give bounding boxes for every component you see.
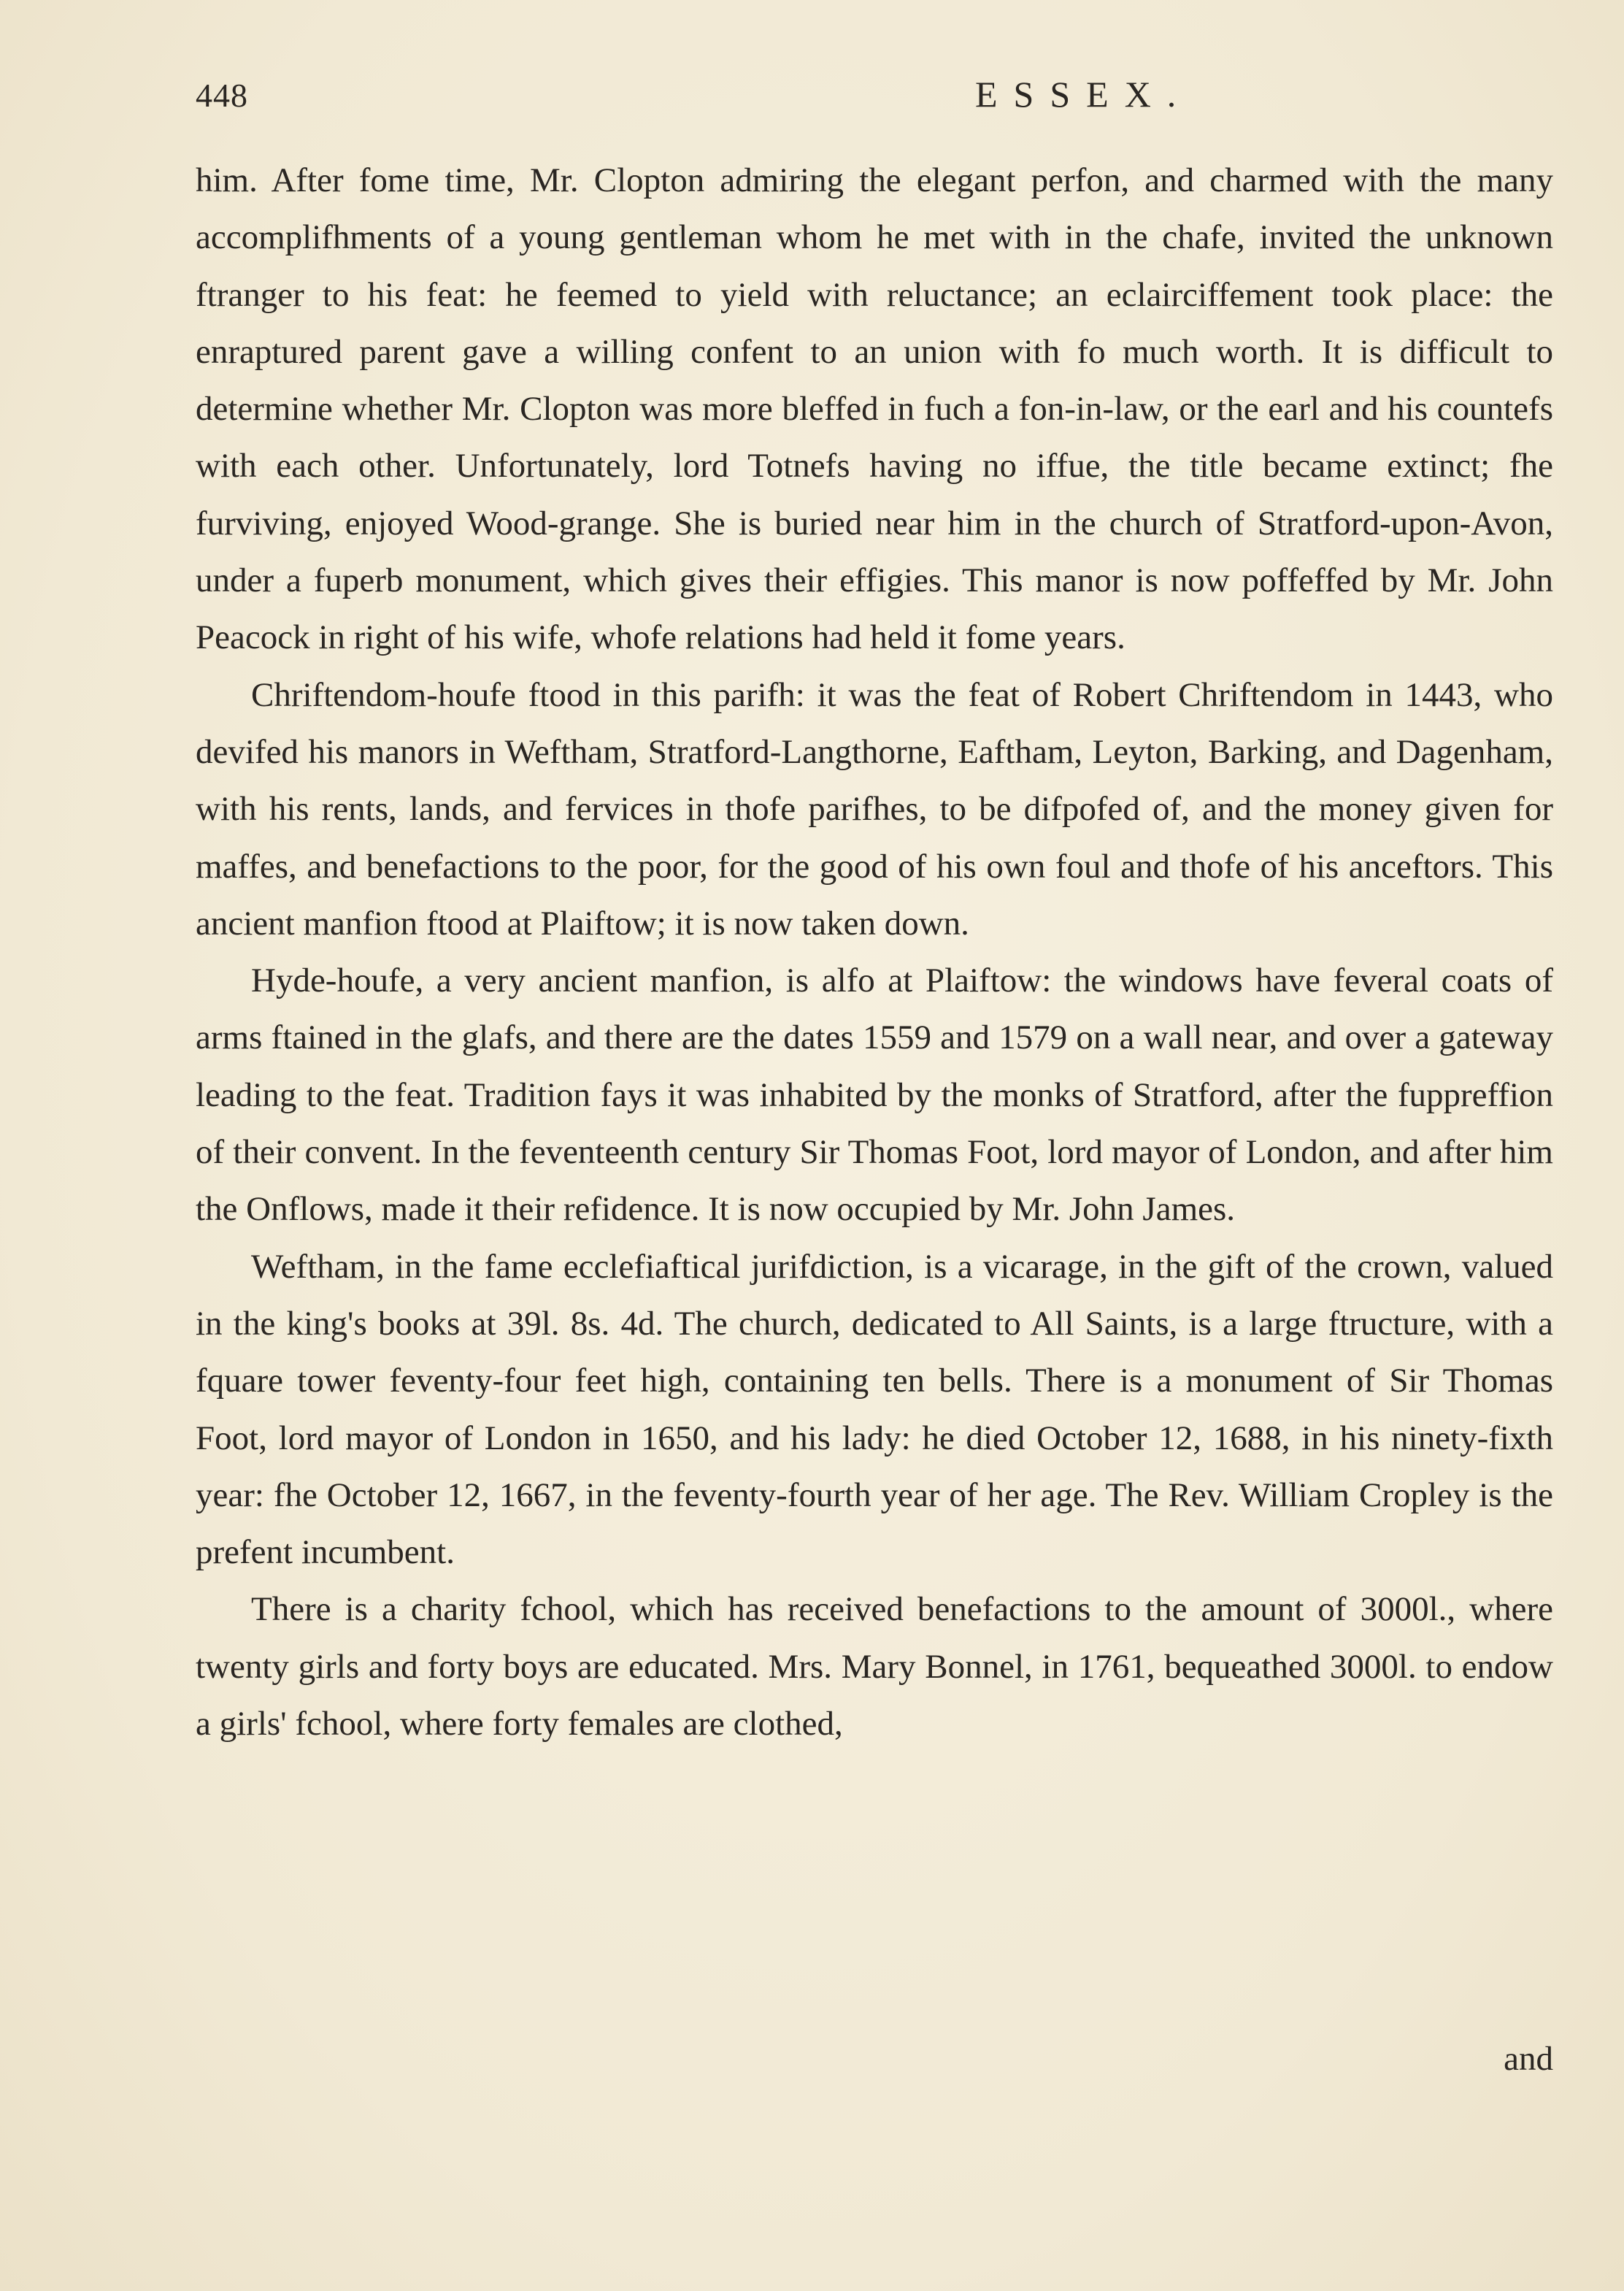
page-number: 448 xyxy=(196,77,248,114)
paragraph-wood-grange: him. After fome time, Mr. Clopton admiring the elegant perfon, and charmed with the many accomplifhments of a young gentleman whom he met with in the chafe, invited the unknown ftranger to his feat: he feemed to yield with reluctance; an eclairciffement took place: the enraptured parent gave a willing confent to an union with fo much worth. It is difficult to determine whether Mr. Clopton was more bleffed in fuch a fon-in-law, or the earl and his countefs with each other. Unfortunately, lord Totnefs having no iffue, the title became extinct; fhe furviving, enjoyed Wood-grange. She is buried near him in the church of Stratford-upon-Avon, under a fuperb monument, which gives their effigies. This manor is now poffeffed by Mr. John Peacock in right of his wife, whofe relations had held it fome years. xyxy=(196,161,1553,657)
running-title: ESSEX. xyxy=(975,74,1193,115)
paragraph-charity-school: There is a charity fchool, which has received benefactions to the amount of 3000l., where twenty girls and forty boys are educated. Mrs. Mary Bonnel, in 1761, bequeathed 3000l. to endow a girls' fchool, where forty females are clothed, xyxy=(196,1590,1553,1743)
body-text xyxy=(196,152,1553,1752)
paragraph-westham-church: Weftham, in the fame ecclefiaftical jurifdiction, is a vicarage, in the gift of the crown, valued in the king's books at 39l. 8s. 4d. The church, dedicated to All Saints, is a large ftructure, with a fquare tower feventy-four feet high, containing ten bells. There is a monument of Sir Thomas Foot, lord mayor of London in 1650, and his lady: he died October 12, 1688, in his ninety-fixth year: fhe October 12, 1667, in the feventy-fourth year of her age. The Rev. William Cropley is the prefent incumbent. xyxy=(196,1247,1553,1572)
catchword: and xyxy=(1504,2040,1553,2078)
paragraph-hyde-house: Hyde-houfe, a very ancient manfion, is alfo at Plaiftow: the windows have feveral coats of arms ftained in the glafs, and there are the dates 1559 and 1579 on a wall near, and over a gateway leading to the feat. Tradition fays it was inhabited by the monks of Stratford, after the fuppreffion of their convent. In the feventeenth century Sir Thomas Foot, lord mayor of London, and after him the Onflows, made it their refidence. It is now occupied by Mr. John James. xyxy=(196,962,1553,1229)
page-header xyxy=(196,76,1553,127)
paragraph-christendom-house: Chriftendom-houfe ftood in this parifh: it was the feat of Robert Chriftendom in 1443, who devifed his manors in Weftham, Stratford-Langthorne, Eaftham, Leyton, Barking, and Dagenham, with his rents, lands, and fervices in thofe parifhes, to be difpofed of, and the money given for maffes, and benefactions to the poor, for the good of his own foul and thofe of his anceftors. This ancient manfion ftood at Plaiftow; it is now taken down. xyxy=(196,675,1553,943)
